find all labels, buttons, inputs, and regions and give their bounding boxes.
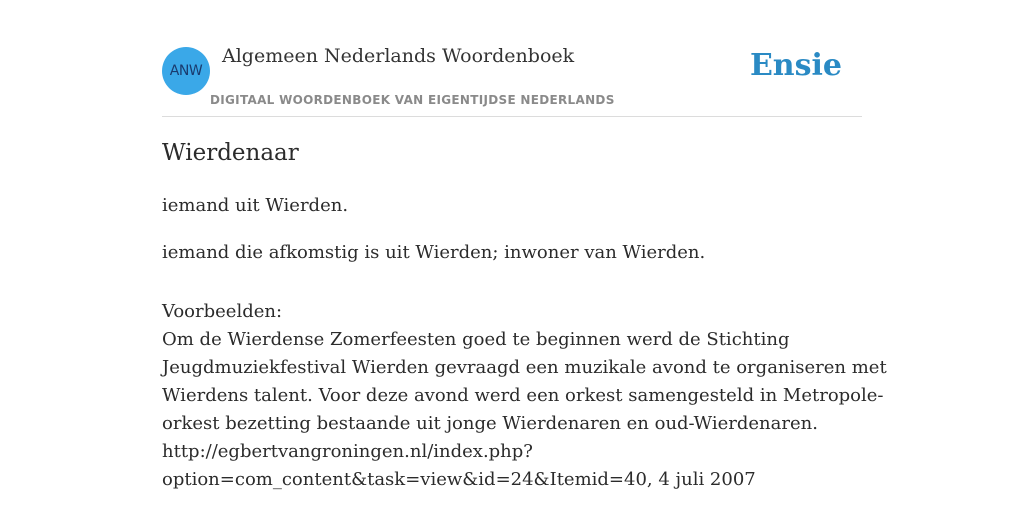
anw-logo-text: ANW <box>169 63 203 79</box>
examples-label: Voorbeelden: <box>162 301 283 322</box>
example-line: Jeugdmuziekfestival Wierden gevraagd een muzikale avond te organiseren met <box>162 357 887 378</box>
dictionary-subtitle: DIGITAAL WOORDENBOEK VAN EIGENTIJDSE NEDERLANDS <box>210 93 615 107</box>
long-definition: iemand die afkomstig is uit Wierden; inwoner van Wierden. <box>162 242 706 263</box>
anw-logo[interactable] <box>162 47 210 95</box>
example-line: Om de Wierdense Zomerfeesten goed te beginnen werd de Stichting <box>162 329 790 350</box>
example-line: orkest bezetting bestaande uit jonge Wierdenaren en oud-Wierdenaren. <box>162 413 818 434</box>
examples-block <box>162 298 887 494</box>
ensie-brand-logo[interactable]: Ensie <box>749 48 842 83</box>
short-definition: iemand uit Wierden. <box>162 195 349 216</box>
example-source-url: http://egbertvangroningen.nl/index.php? <box>162 441 533 462</box>
entry-headword: Wierdenaar <box>162 140 299 166</box>
site-header <box>162 0 862 117</box>
example-source-url-cont: option=com_content&task=view&id=24&Itemid=40, 4 juli 2007 <box>162 469 756 490</box>
dictionary-title[interactable]: Algemeen Nederlands Woordenboek <box>222 45 575 67</box>
example-line: Wierdens talent. Voor deze avond werd een orkest samengesteld in Metropole- <box>162 385 884 406</box>
